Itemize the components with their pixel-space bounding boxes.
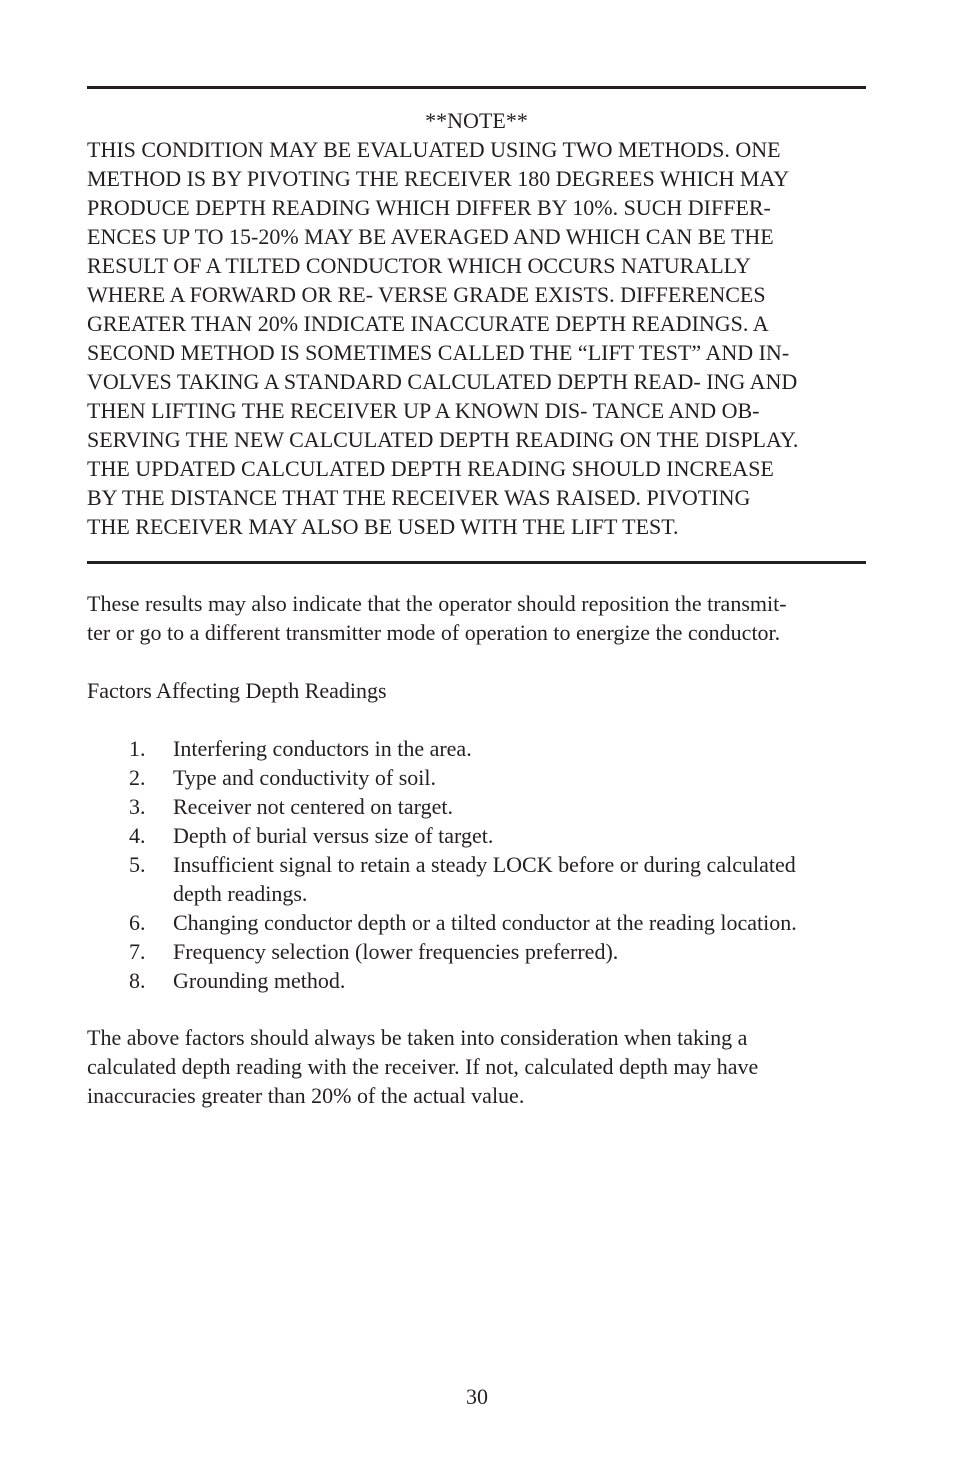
list-item-text xyxy=(173,966,877,995)
paragraph-line: These results may also indicate that the operator should reposition the transmit- xyxy=(87,591,787,616)
note-line: METHOD IS BY PIVOTING THE RECEIVER 180 DEGREES WHICH MAY xyxy=(87,166,790,191)
list-item-text xyxy=(173,821,877,850)
note-line: THE RECEIVER MAY ALSO BE USED WITH THE LIFT TEST. xyxy=(87,514,679,539)
note-line: WHERE A FORWARD OR RE- VERSE GRADE EXISTS. DIFFERENCES xyxy=(87,282,766,307)
closing-paragraph xyxy=(87,1023,877,1110)
top-divider xyxy=(87,86,866,89)
note-line: THEN LIFTING THE RECEIVER UP A KNOWN DIS- TANCE AND OB- xyxy=(87,398,760,423)
list-item xyxy=(87,966,877,995)
note-line: GREATER THAN 20% INDICATE INACCURATE DEPTH READINGS. A xyxy=(87,311,769,336)
list-item-number: 6. xyxy=(129,910,146,935)
list-item xyxy=(87,734,877,763)
list-item-line: Interfering conductors in the area. xyxy=(173,736,472,761)
list-item-number: 2. xyxy=(129,765,146,790)
paragraph-line: The above factors should always be taken into consideration when taking a xyxy=(87,1025,748,1050)
note-line: BY THE DISTANCE THAT THE RECEIVER WAS RAISED. PIVOTING xyxy=(87,485,751,510)
note-body xyxy=(87,135,877,541)
list-item-text xyxy=(173,792,877,821)
list-item-text xyxy=(173,937,877,966)
list-item-line: depth readings. xyxy=(173,881,308,906)
list-item-line: Receiver not centered on target. xyxy=(173,794,453,819)
page-number: 30 xyxy=(466,1384,488,1409)
list-item-line: Depth of burial versus size of target. xyxy=(173,823,494,848)
note-line: SECOND METHOD IS SOMETIMES CALLED THE “LIFT TEST” AND IN- xyxy=(87,340,790,365)
list-item-number: 8. xyxy=(129,968,146,993)
paragraph-line: calculated depth reading with the receiver. If not, calculated depth may have xyxy=(87,1054,759,1079)
note-line: RESULT OF A TILTED CONDUCTOR WHICH OCCURS NATURALLY xyxy=(87,253,751,278)
list-item-line: Insufficient signal to retain a steady LOCK before or during calculated xyxy=(173,852,796,877)
bottom-divider xyxy=(87,561,866,564)
list-item-text xyxy=(173,734,877,763)
list-item-line: Frequency selection (lower frequencies preferred). xyxy=(173,939,619,964)
factors-list xyxy=(87,734,877,995)
list-item xyxy=(87,763,877,792)
list-item xyxy=(87,821,877,850)
list-item-number: 3. xyxy=(129,794,146,819)
list-item xyxy=(87,792,877,821)
note-line: VOLVES TAKING A STANDARD CALCULATED DEPTH READ- ING AND xyxy=(87,369,798,394)
list-item-text xyxy=(173,850,877,908)
note-heading: **NOTE** xyxy=(425,108,528,133)
list-item-number: 7. xyxy=(129,939,146,964)
note-line: THE UPDATED CALCULATED DEPTH READING SHOULD INCREASE xyxy=(87,456,774,481)
list-item-line: Grounding method. xyxy=(173,968,346,993)
list-item-number: 5. xyxy=(129,852,146,877)
list-item-text xyxy=(173,908,877,937)
paragraph-line: inaccuracies greater than 20% of the actual value. xyxy=(87,1083,525,1108)
list-item-line: Type and conductivity of soil. xyxy=(173,765,437,790)
list-item-text xyxy=(173,763,877,792)
list-item-number: 4. xyxy=(129,823,146,848)
note-line: ENCES UP TO 15-20% MAY BE AVERAGED AND WHICH CAN BE THE xyxy=(87,224,774,249)
list-item xyxy=(87,937,877,966)
factors-heading: Factors Affecting Depth Readings xyxy=(87,678,387,703)
list-item xyxy=(87,908,877,937)
intro-paragraph xyxy=(87,589,877,647)
paragraph-line: ter or go to a different transmitter mode of operation to energize the conductor. xyxy=(87,620,781,645)
note-line: PRODUCE DEPTH READING WHICH DIFFER BY 10%. SUCH DIFFER- xyxy=(87,195,771,220)
list-item xyxy=(87,850,877,908)
note-line: SERVING THE NEW CALCULATED DEPTH READING ON THE DISPLAY. xyxy=(87,427,799,452)
note-line: THIS CONDITION MAY BE EVALUATED USING TWO METHODS. ONE xyxy=(87,137,781,162)
list-item-line: Changing conductor depth or a tilted conductor at the reading location. xyxy=(173,910,797,935)
list-item-number: 1. xyxy=(129,736,146,761)
